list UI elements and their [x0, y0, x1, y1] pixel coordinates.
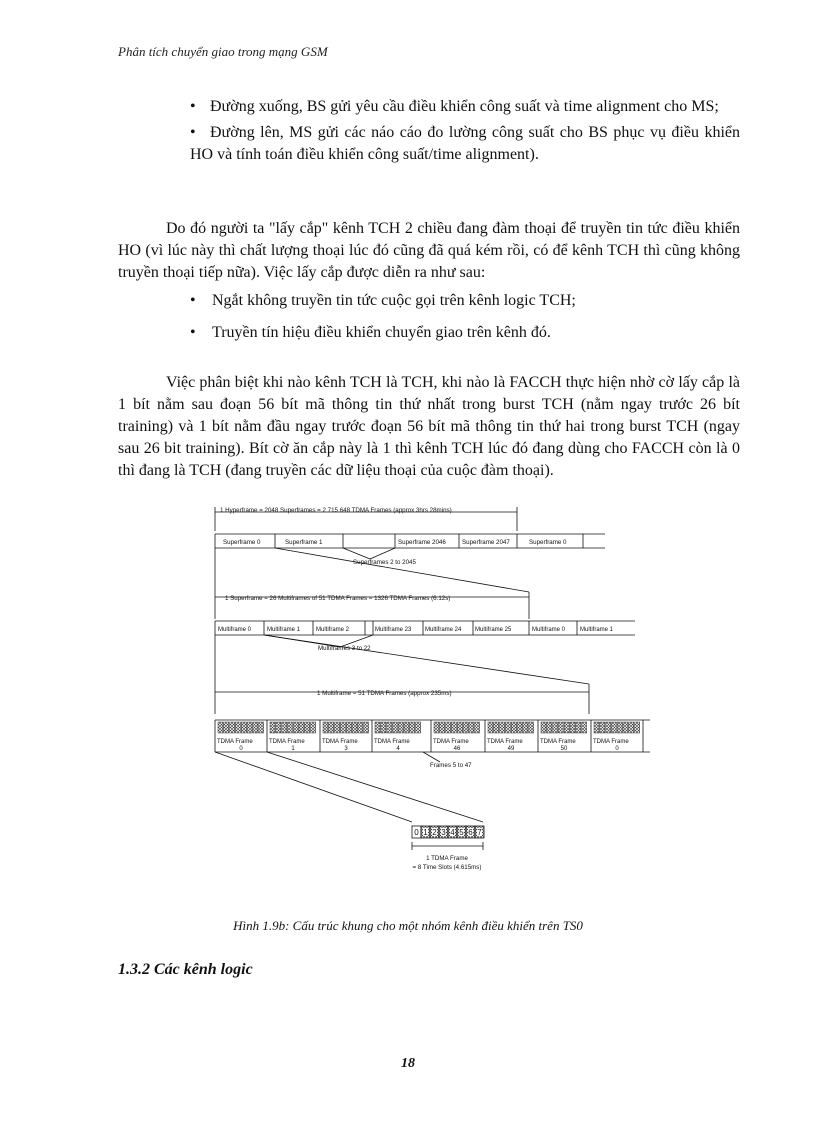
bullet-text: Truyền tín hiệu điều khiển chuyển giao trên kênh đó. [212, 324, 551, 341]
multiframes-gap-label: Multiframes 3 to 22 [318, 645, 371, 652]
tdma-frame-name: TDMA Frame [433, 739, 469, 745]
tdma-frame-name: TDMA Frame [540, 739, 576, 745]
multiframe-cell: Multiframe 23 [375, 627, 412, 633]
time-slot [430, 826, 439, 838]
tdma-frame-number: 46 [453, 746, 461, 752]
time-slot-row [412, 826, 484, 838]
bullet-text: Ngắt không truyền tin tức cuộc gọi trên kênh logic TCH; [212, 292, 576, 309]
superframes-gap-label: Superframes 2 to 2045 [353, 559, 416, 566]
time-slot-number: 4 [450, 828, 455, 837]
time-slot [421, 826, 430, 838]
superframe-label: 1 Superframe = 26 Multiframes of 51 TDMA Frames = 1326 TDMA Frames (6.12s) [225, 595, 451, 602]
tdma-frame-name: TDMA Frame [487, 739, 523, 745]
paragraph-2: Việc phân biệt khi nào kênh TCH là TCH, khi nào là FACCH thực hiện nhờ cờ lấy cắp là 1 bít nằm sau đoạn 56 bít mã thông tin thứ nhất trong burst TCH (nằm ngay trước 26 bít training) và 1 bít nằm đầu ngay trước đoạn 56 bít mã thông tin thứ hai trong burst TCH (ngay sau 26 bit training). Bít cờ ăn cắp này là 1 thì kênh TCH lúc đó đang dùng cho FACCH còn là 0 thì đang là TCH (đang truyền các dữ liệu thoại của cuộc đàm thoại). [118, 374, 740, 479]
bullet-list-top [190, 96, 740, 166]
bullet-text: Đường xuống, BS gửi yêu cầu điều khiển công suất và time alignment cho MS; [210, 98, 719, 115]
multiframe-cell: Multiframe 25 [475, 627, 512, 633]
superframe-cell: Superframe 2047 [462, 539, 510, 546]
tdma-frame-label: 1 TDMA Frame [426, 855, 468, 862]
bullet-item: • Đường xuống, BS gửi yêu cầu điều khiển công suất và time alignment cho MS; [190, 98, 719, 115]
time-slot [439, 826, 448, 838]
page-number: 18 [401, 1056, 415, 1071]
frames-gap-label: Frames 5 to 47 [430, 762, 472, 769]
tdma-frame-duration-label: = 8 Time Slots (4.615ms) [412, 864, 482, 871]
superframe-cell: Superframe 0 [529, 539, 567, 546]
tdma-frame-cell [431, 720, 480, 752]
bullet-text: Đường lên, MS gửi các náo cáo đo lường công suất cho BS phục vụ điều khiển HO và tính toán điều khiển công suất/time alignment). [190, 124, 740, 163]
tdma-frame-name: TDMA Frame [322, 739, 358, 745]
hyperframe-label: 1 Hyperframe = 2048 Superframes = 2 715 648 TDMA Frames (approx 3hrs 28mins) [220, 507, 452, 514]
tdma-frame-number: 1 [291, 746, 295, 752]
tdma-frame-name: TDMA Frame [269, 739, 305, 745]
bullet-item: • Truyền tín hiệu điều khiển chuyển giao trên kênh đó. [190, 324, 551, 341]
tdma-frame-number: 0 [239, 746, 243, 752]
time-slot [448, 826, 457, 838]
tdma-frame-name: TDMA Frame [374, 739, 410, 745]
tdma-frame-number: 3 [344, 746, 348, 752]
tdma-frame-cell [320, 720, 369, 752]
time-slot [475, 826, 484, 838]
tdma-frame-cell [591, 720, 643, 752]
tdma-frame-name: TDMA Frame [217, 739, 253, 745]
figure-caption: Hình 1.9b: Cấu trúc khung cho một nhóm kênh điều khiển trên TS0 [233, 918, 583, 933]
tdma-frame-cell [538, 720, 587, 752]
time-slot [457, 826, 466, 838]
paragraph-1: Do đó người ta "lấy cắp" kênh TCH 2 chiều đang đàm thoại để truyền tin tức điều khiển HO (vì lúc này thì chất lượng thoại lúc đó cũng đã quá kém rồi, có để kênh TCH thì cũng không truyền thoại tiếp nữa). Việc lấy cắp được diễn ra như sau: [118, 220, 740, 281]
time-slot [466, 826, 475, 838]
bullet-item: • Đường lên, MS gửi các náo cáo đo lường công suất cho BS phục vụ điều khiển HO và tính toán điều khiển công suất/time alignment). [190, 124, 740, 163]
tdma-frame-cell [215, 720, 264, 752]
time-slot-number: 2 [432, 828, 437, 837]
multiframe-label: 1 Multiframe = 51 TDMA Frames (approx 235ms) [317, 690, 452, 697]
time-slot-number: 5 [459, 828, 464, 837]
time-slot-number: 0 [414, 828, 419, 837]
bullet-item: • Ngắt không truyền tin tức cuộc gọi trên kênh logic TCH; [190, 292, 576, 309]
time-slot-number: 3 [441, 828, 446, 837]
multiframe-cell: Multiframe 2 [316, 627, 350, 633]
multiframe-cell: Multiframe 0 [218, 627, 252, 633]
multiframe-cell: Multiframe 1 [267, 627, 301, 633]
time-slot [412, 826, 421, 838]
tdma-frame-number: 4 [396, 746, 400, 752]
tdma-frame-number: 49 [507, 746, 515, 752]
frame-structure-diagram [205, 504, 660, 876]
running-header: Phân tích chuyển giao trong mạng GSM [118, 44, 328, 59]
tdma-frame-number: 0 [615, 746, 619, 752]
tdma-frame-name: TDMA Frame [593, 739, 629, 745]
superframe-cell: Superframe 0 [223, 539, 261, 546]
tdma-frame-cell [267, 720, 316, 752]
section-heading: 1.3.2 Các kênh logic [118, 961, 253, 978]
tdma-frame-row [215, 720, 643, 752]
tdma-frame-cell [372, 720, 421, 752]
superframe-cell: Superframe 2046 [398, 539, 446, 546]
time-slot-number: 6 [468, 828, 473, 837]
tdma-frame-cell [485, 720, 534, 752]
time-slot-number: 1 [423, 828, 428, 837]
bullet-list-mid [190, 290, 740, 344]
tdma-frame-number: 50 [560, 746, 568, 752]
multiframe-cell: Multiframe 24 [425, 627, 462, 633]
time-slot-number: 7 [477, 828, 482, 837]
multiframe-cell: Multiframe 1 [580, 627, 614, 633]
multiframe-cell: Multiframe 0 [532, 627, 566, 633]
superframe-cell: Superframe 1 [285, 539, 323, 546]
